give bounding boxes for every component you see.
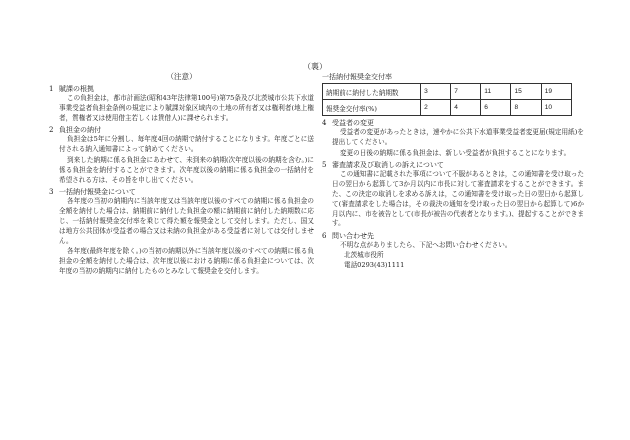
section-heading: [49, 125, 314, 135]
contact-office: 北茨城市役所: [344, 250, 384, 259]
contact-phone: 電話0293(43)1111: [344, 260, 405, 269]
section-paragraph: この通知書に記載された事項について不服があるときは，この通知書を受け取った日の翌日から起算して3か月以内に市長に対して審査請求をすることができます。また、この決定の取消しを求める訴えは，この通知書を受け取った日の翌日から起算して(審査請求をした場合は，その裁決の通知を受け取った日の翌日から起算して)6か月以内に、市を被告として(市長が被告の代表者となります。)、提起することができます。: [332, 170, 584, 228]
section-title: 受益者の変更: [332, 119, 374, 127]
section-payment: [49, 125, 314, 185]
table-cell: 3: [421, 84, 451, 100]
section-heading: [322, 118, 584, 128]
section-paragraph: 受益者の変更があったときは，速やかに公共下水道事業受益者変更届(規定用紙)を提出してください。: [332, 128, 584, 146]
section-paragraph: 到来した納期に係る負担金にあわせて、未到来の納期(次年度以後の納期を含む。)に係る負担金を納付することができます。次年度以後の納期に係る負担金の一括納付を希望される方は、その旨を申し出てください。: [59, 155, 314, 184]
section-paragraph: この負担金は，都市計画法(昭和43年法律第100号)第75条及び北茨城市公共下水道事業受益者負担金条例の規定により賦課対象区域内の土地の所有者又は権利者(地上権者，質権者又は使用借主若しくは賃借人)に課せられます。: [59, 94, 314, 122]
section-paragraph: 負担金は5年に分割し、毎年度4回の納期で納付することになります。年度ごとに送付される納入通知書によって納めてください。: [59, 135, 314, 154]
section-heading: [49, 84, 314, 94]
section-heading: [322, 160, 584, 170]
reward-rate-table: [322, 83, 572, 116]
section-title: 賦課の根拠: [59, 85, 94, 93]
section-title: 一括納付報奨金について: [59, 188, 136, 197]
section-paragraph: 不明な点がありましたら、下記へお問い合わせください。: [340, 241, 512, 250]
section-heading: [49, 187, 314, 197]
notice-title: （注意）: [166, 72, 197, 81]
table-row: [323, 100, 572, 116]
section-number: 5: [322, 161, 327, 170]
table-row-header: 納期前に納付した納期数: [323, 84, 421, 100]
section-number: 3: [49, 188, 54, 197]
table-cell: 2: [421, 100, 451, 116]
section-basis: [49, 84, 314, 123]
table-cell: 19: [541, 84, 571, 100]
section-paragraph: 各年度(最終年度を除く。)の当初の納期以外に当該年度以後のすべての納期に係る負担金の全額を納付した場合は、次年度以後における納期に係る負担金については、次年度の当初の納期内に納付したものとみなして報奨金を交付します。: [59, 247, 314, 275]
table-cell: 11: [481, 84, 511, 100]
section-title: 負担金の納付: [59, 126, 101, 135]
section-paragraph: 変更の日後の納期に係る負担金は、新しい受益者が負担することになります。: [340, 148, 571, 157]
section-paragraph: 各年度の当初の納期内に当該年度又は当該年度以後のすべての納期に係る負担金の全額を納付した場合は、納期前に納付した負担金の額に納期前に納付した納期数に応じ、一括納付報奨金交付率を乗じて得た額を報奨金として交付します。ただし、国又は地方公共団体が受益者の場合又は未納の負担金がある受益者に対しては交付しません。: [59, 197, 314, 245]
table-cell: 6: [481, 100, 511, 116]
table-cell: 10: [541, 100, 571, 116]
table-row-header: 報奨金交付率(%): [323, 100, 421, 116]
section-appeal: [322, 160, 584, 229]
table-caption: 一括納付報奨金交付率: [322, 73, 392, 81]
section-number: 4: [322, 119, 327, 127]
table-cell: 8: [511, 100, 541, 116]
left-column: [49, 72, 314, 277]
section-change: [322, 118, 584, 158]
section-contact: [322, 231, 584, 270]
section-number: 1: [49, 85, 54, 93]
table-cell: 7: [451, 84, 481, 100]
section-number: 6: [322, 232, 327, 241]
table-cell: 15: [511, 84, 541, 100]
section-heading: [322, 231, 584, 241]
section-title: 問い合わせ先: [332, 232, 374, 241]
page-label: （裏）: [303, 62, 327, 71]
right-column: [322, 72, 584, 271]
table-cell: 4: [451, 100, 481, 116]
section-title: 審査請求及び取消しの訴えについて: [332, 161, 444, 170]
table-row: [323, 84, 572, 100]
section-number: 2: [49, 126, 54, 135]
section-reward: [49, 187, 314, 276]
